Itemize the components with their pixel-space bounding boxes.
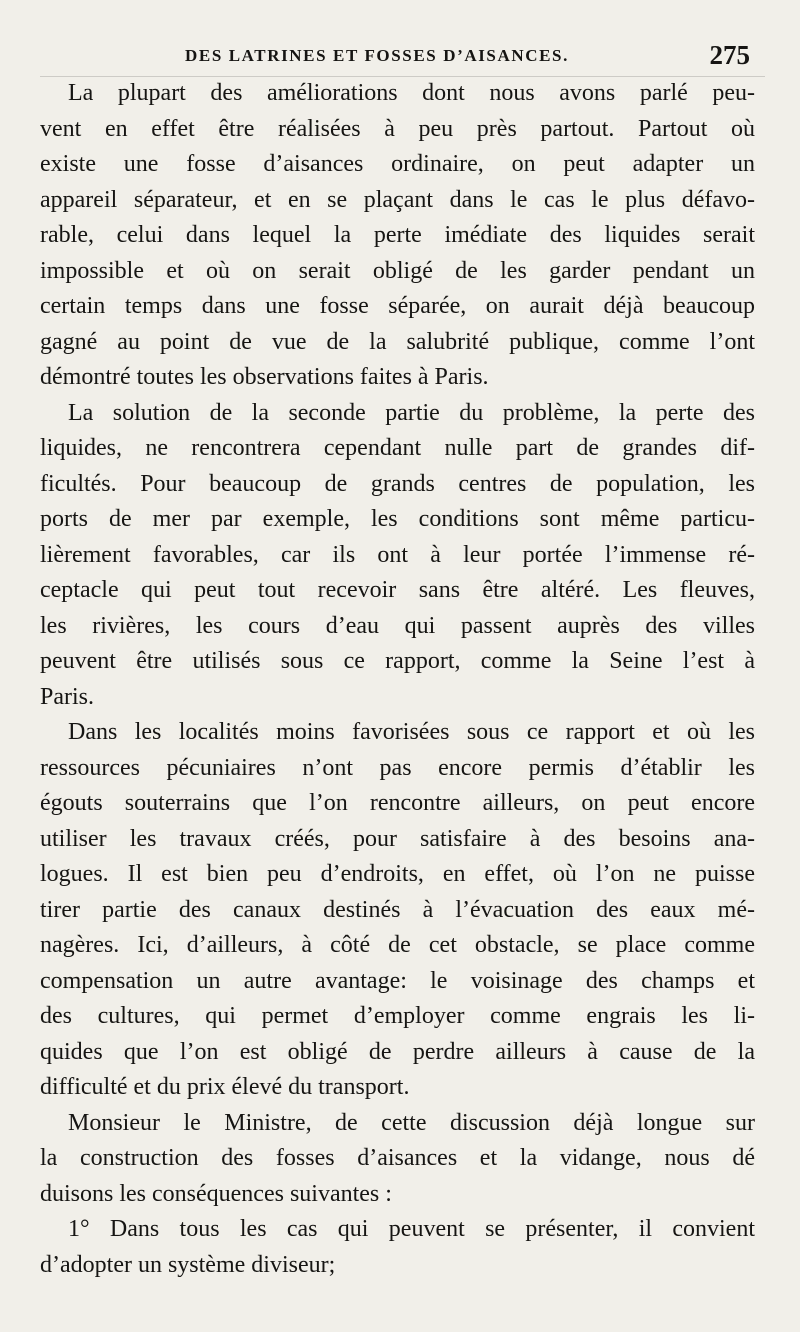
text-line: ceptacle qui peut tout recevoir sans être altéré. Les fleuves, [40,577,755,603]
text-line: logues. Il est bien peu d’endroits, en effet, où l’on ne puisse [40,861,755,887]
text-line: tirer partie des canaux destinés à l’évacuation des eaux mé- [40,896,755,923]
page-number: 275 [709,40,750,70]
text-line: compensation un autre avantage: le voisinage des champs et [40,967,755,994]
text-line: utiliser les travaux créés, pour satisfaire à des besoins ana- [40,825,755,852]
text-line: ports de mer par exemple, les conditions sont même particu- [40,506,755,532]
text-line: Paris. [40,683,94,710]
body-text [40,76,755,1283]
text-line: certain temps dans une fosse séparée, on aurait déjà beaucoup [40,293,755,319]
text-line: les rivières, les cours d’eau qui passent auprès des villes [40,612,755,639]
text-line: rable, celui dans lequel la perte imédiate des liquides serait [40,222,755,248]
text-line: peuvent être utilisés sous ce rapport, comme la Seine l’est à [40,648,755,674]
text-line: d’adopter un système diviseur; [40,1251,336,1278]
text-line: démontré toutes les observations faites à Paris. [40,364,489,390]
text-line: existe une fosse d’aisances ordinaire, on peut adapter un [40,151,755,177]
text-line: égouts souterrains que l’on rencontre ailleurs, on peut encore [40,790,755,816]
text-line: La solution de la seconde partie du problème, la perte des [68,399,755,426]
text-line: nagères. Ici, d’ailleurs, à côté de cet obstacle, se place comme [40,932,755,958]
paragraph [40,1106,755,1213]
paragraph [40,1212,755,1283]
text-line: appareil séparateur, et en se plaçant dans le cas le plus défavo- [40,186,755,213]
paragraph [40,76,755,396]
paragraph [40,715,755,1106]
text-line: ressources pécuniaires n’ont pas encore permis d’établir les [40,754,755,781]
text-line: Monsieur le Ministre, de cette discussion déjà longue sur [68,1109,755,1136]
text-line: 1° Dans tous les cas qui peuvent se présenter, il convient [68,1216,755,1242]
text-line: la construction des fosses d’aisances et la vidange, nous dé [40,1145,755,1171]
text-line: liquides, ne rencontrera cependant nulle part de grandes dif- [40,435,755,461]
text-line: des cultures, qui permet d’employer comme engrais les li- [40,1003,755,1029]
text-line: Dans les localités moins favorisées sous ce rapport et où les [68,719,755,745]
text-line: duisons les conséquences suivantes : [40,1180,392,1207]
text-line: quides que l’on est obligé de perdre ailleurs à cause de la [40,1038,755,1065]
running-title: DES LATRINES ET FOSSES D’AISANCES. [185,46,569,65]
text-line: La plupart des améliorations dont nous avons parlé peu- [68,80,755,106]
paragraph [40,396,755,716]
text-line: impossible et où on serait obligé de les garder pendant un [40,257,755,284]
text-line: gagné au point de vue de la salubrité publique, comme l’ont [40,328,755,355]
text-line: ficultés. Pour beaucoup de grands centres de population, les [40,470,755,497]
page-header [40,38,760,78]
text-line: difficulté et du prix élevé du transport. [40,1074,410,1100]
text-line: lièrement favorables, car ils ont à leur portée l’immense ré- [40,541,755,568]
text-line: vent en effet être réalisées à peu près partout. Partout où [40,115,755,142]
